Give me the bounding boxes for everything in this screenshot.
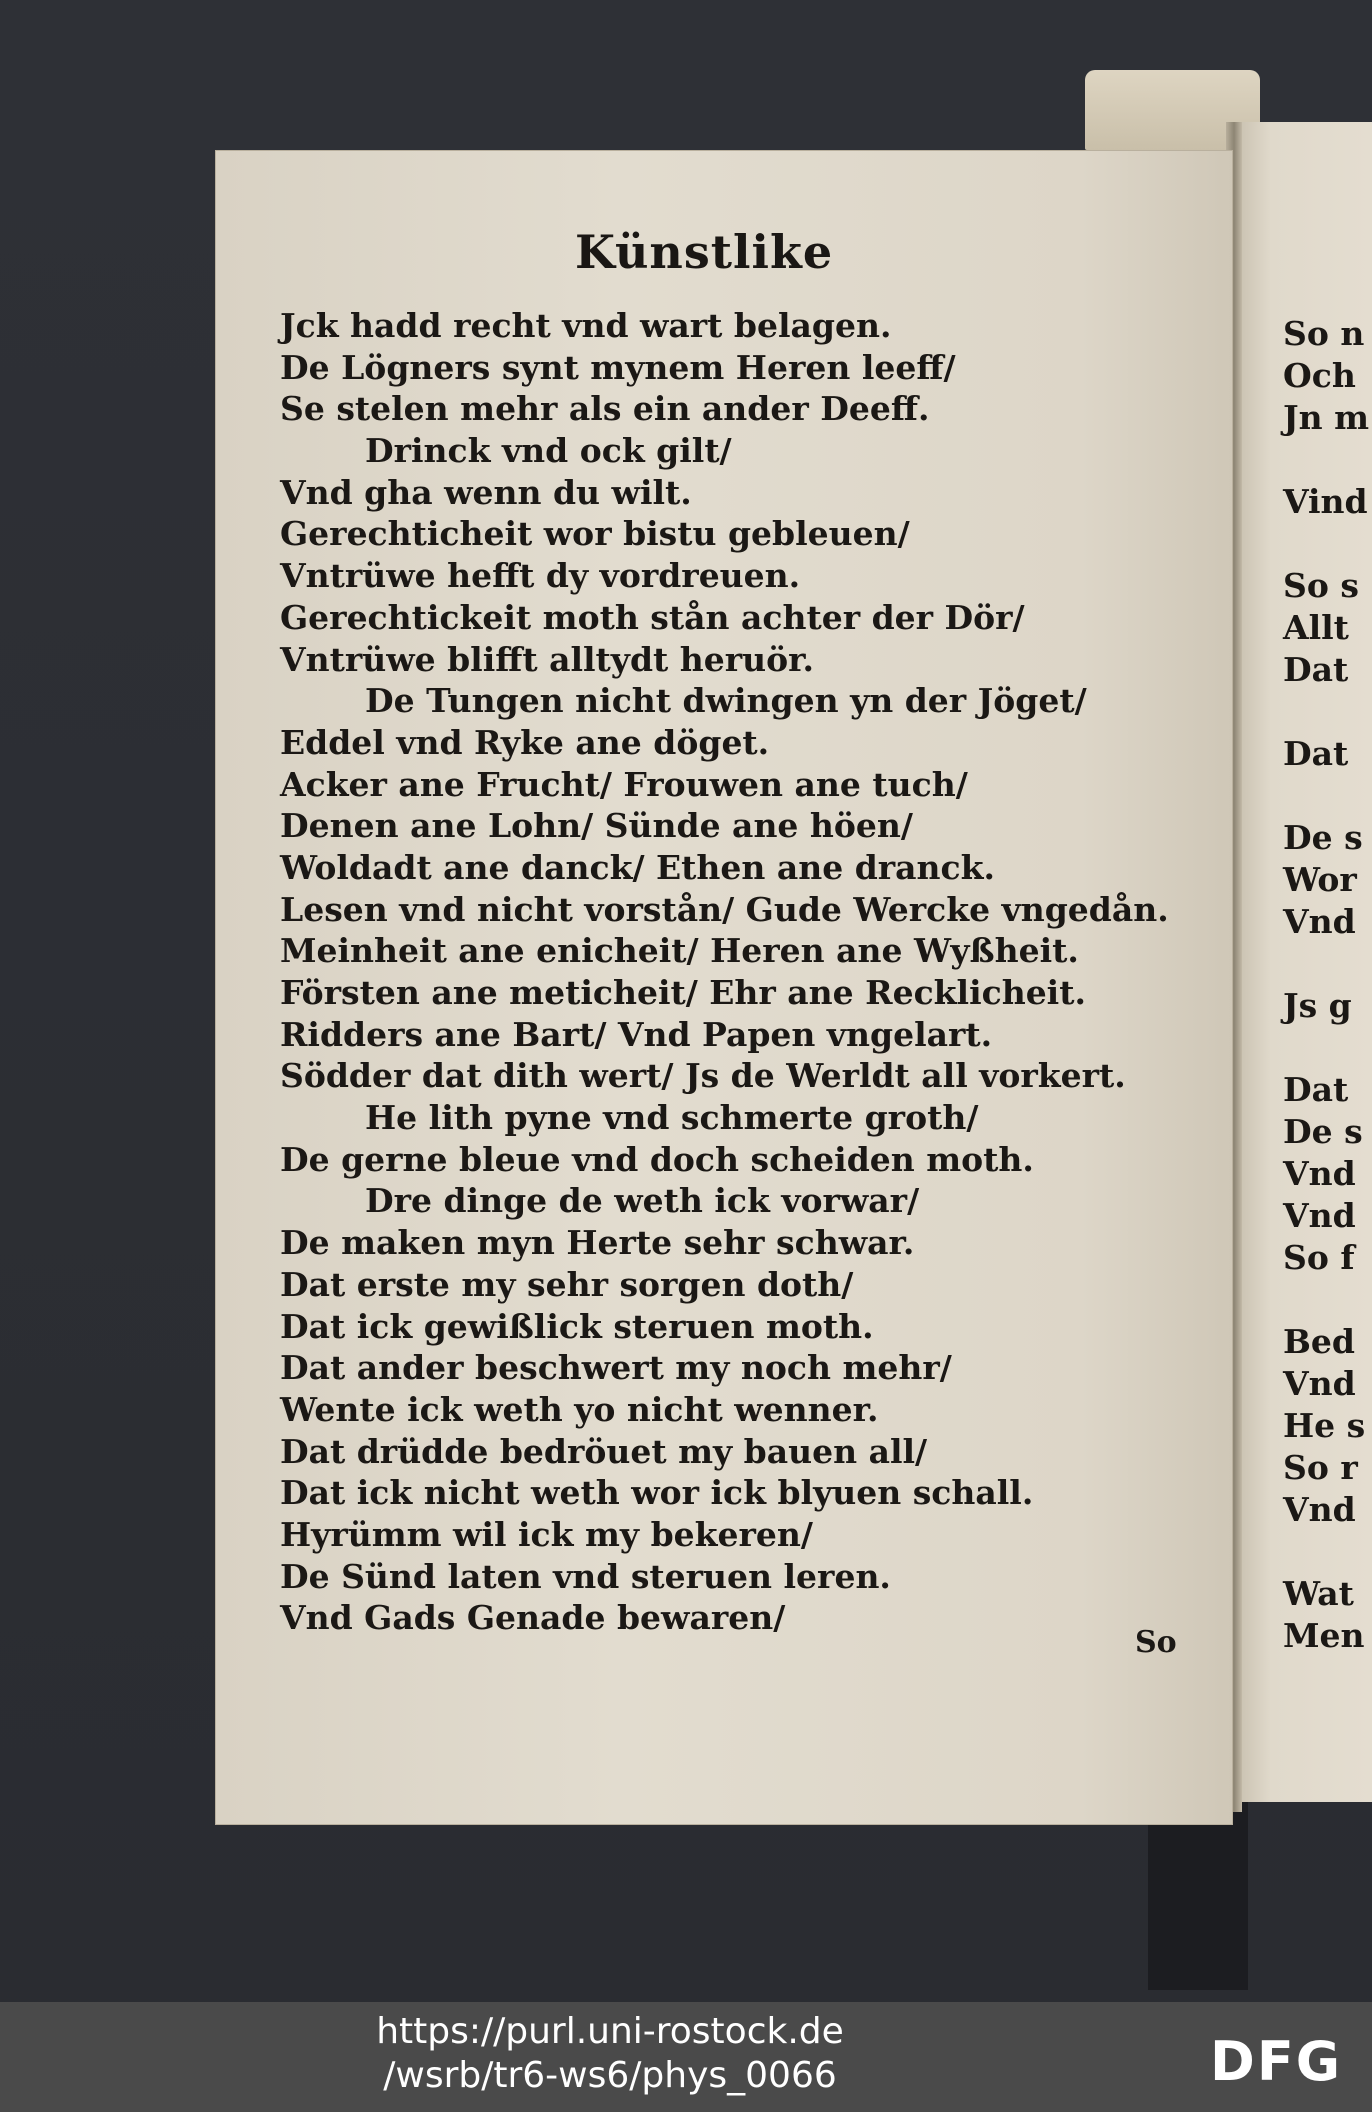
facing-text-line: Allt [1283, 608, 1349, 647]
text-line: Wente ick weth yo nicht wenner. [280, 1389, 879, 1429]
text-line: De Lögners synt mynem Heren leeff/ [280, 347, 956, 387]
url-line-2[interactable]: /wsrb/tr6-ws6/phys_0066 [383, 2055, 837, 2096]
facing-text-line [1283, 1279, 1369, 1321]
facing-text-line: Vnd [1283, 1490, 1356, 1529]
text-line: Hyrümm wil ick my bekeren/ [280, 1514, 813, 1554]
text-line: Denen ane Lohn/ Sünde ane höen/ [280, 806, 913, 846]
facing-text-line [1283, 943, 1369, 985]
text-line: Södder dat dith wert/ Js de Werldt all vorkert. [280, 1056, 1126, 1096]
verse-text [280, 305, 1180, 1639]
text-line: Meinheit ane enicheit/ Heren ane Wyßheit. [280, 931, 1079, 971]
text-line: De maken myn Herte sehr schwar. [280, 1223, 915, 1263]
text-line: Dat drüdde bedröuet my bauen all/ [280, 1431, 928, 1471]
facing-text-line: Dat [1283, 734, 1349, 773]
facing-text-line [1283, 775, 1369, 817]
facing-text-line: Bed [1283, 1322, 1355, 1361]
text-line: Ridders ane Bart/ Vnd Papen vngelart. [280, 1014, 993, 1054]
text-line: De Sünd laten vnd steruen leren. [280, 1556, 891, 1596]
text-line: Vnd Gads Genade bewaren/ [280, 1598, 786, 1638]
text-line: He lith pyne vnd schmerte groth/ [365, 1098, 979, 1138]
facing-text-line [1283, 691, 1369, 733]
text-line: Se stelen mehr als ein ander Deeff. [280, 389, 930, 429]
text-line: Försten ane meticheit/ Ehr ane Recklicheit. [280, 973, 1086, 1012]
text-line: Lesen vnd nicht vorstån/ Gude Wercke vngedån. [280, 889, 1169, 929]
facing-text-line: Och [1283, 356, 1356, 395]
facing-text-line: Vnd [1283, 1364, 1356, 1403]
text-line: Dat ander beschwert my noch mehr/ [280, 1348, 952, 1388]
facing-text-line [1283, 1531, 1369, 1573]
facing-text-line: So n [1283, 314, 1365, 353]
facing-text-line: Dat [1283, 650, 1349, 689]
text-line: Acker ane Frucht/ Frouwen ane tuch/ [280, 764, 968, 804]
text-line: De Tungen nicht dwingen yn der Jöget/ [365, 681, 1087, 721]
url-line-1[interactable]: https://purl.uni-rostock.de [376, 2011, 844, 2052]
facing-text-line: Vind [1283, 482, 1368, 521]
facing-text-line: So f [1283, 1238, 1355, 1277]
facing-text-line: Wor [1283, 860, 1357, 899]
text-line: Jck hadd recht vnd wart belagen. [280, 306, 892, 345]
text-line: Dat ick gewißlick steruen moth. [280, 1306, 874, 1346]
text-line: Eddel vnd Ryke ane döget. [280, 722, 770, 762]
text-line: Woldadt ane danck/ Ethen ane dranck. [280, 847, 995, 887]
facing-text-line: He s [1283, 1406, 1366, 1445]
text-line: Vnd gha wenn du wilt. [280, 472, 692, 512]
facing-text-line: De s [1283, 818, 1363, 857]
text-line: Drinck vnd ock gilt/ [365, 431, 732, 471]
facing-text-line [1283, 439, 1369, 481]
facing-text-line [1283, 523, 1369, 565]
text-line: De gerne bleue vnd doch scheiden moth. [280, 1139, 1034, 1179]
facing-text-line: Vnd [1283, 902, 1356, 941]
facing-page-text [1283, 313, 1369, 1657]
facing-text-line: Vnd [1283, 1196, 1356, 1235]
facing-text-line: Js g [1283, 986, 1352, 1025]
text-line: Vntrüwe hefft dy vordreuen. [280, 556, 801, 596]
facing-text-line: Men [1283, 1616, 1365, 1655]
page-header: Künstlike [575, 225, 834, 279]
facing-text-line [1283, 1027, 1369, 1069]
facing-text-line: Wat [1283, 1574, 1354, 1613]
source-url[interactable] [370, 2010, 850, 2098]
text-line: Vntrüwe blifft alltydt heruör. [280, 639, 814, 679]
text-line: Gerechticheit wor bistu gebleuen/ [280, 514, 910, 554]
facing-text-line: Jn m [1283, 398, 1370, 437]
text-line: Dat ick nicht weth wor ick blyuen schall. [280, 1473, 1034, 1513]
text-line: Gerechtickeit moth stån achter der Dör/ [280, 597, 1025, 637]
text-line: Dat erste my sehr sorgen doth/ [280, 1264, 854, 1304]
catchword: So [1135, 1625, 1177, 1660]
facing-text-line: Dat [1283, 1070, 1349, 1109]
dfg-logo: DFG [1210, 2030, 1343, 2093]
facing-text-line: Vnd [1283, 1154, 1356, 1193]
facing-text-line: So s [1283, 566, 1359, 605]
facing-text-line: So r [1283, 1448, 1358, 1487]
text-line: Dre dinge de weth ick vorwar/ [365, 1181, 920, 1221]
facing-text-line: De s [1283, 1112, 1363, 1151]
